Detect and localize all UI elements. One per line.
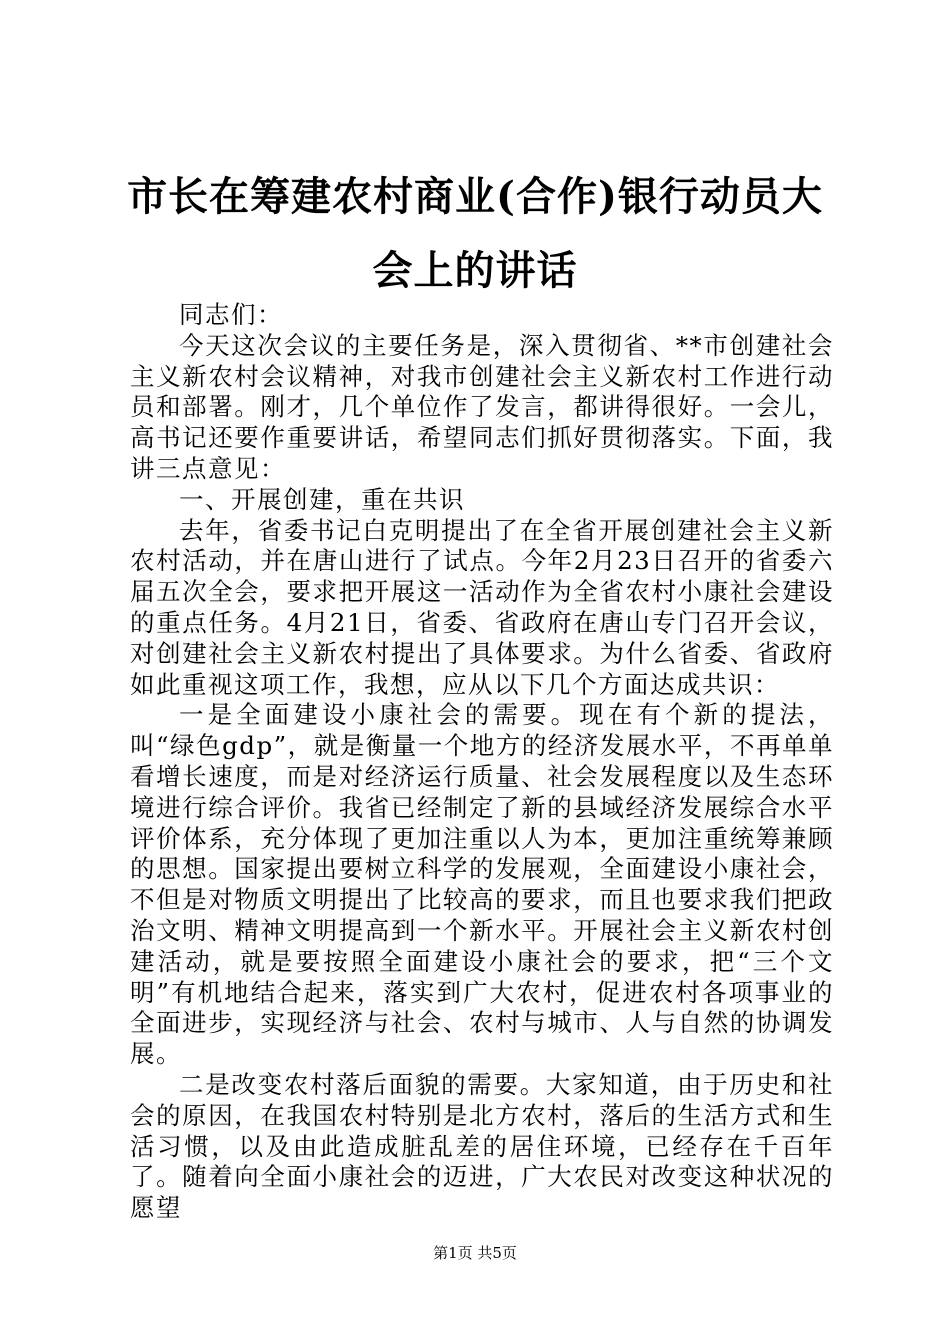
document-body (130, 300, 834, 1224)
body-paragraph: 去年，省委书记白克明提出了在全省开展创建社会主义新农村活动，并在唐山进行了试点。今年2月23日召开的省委六届五次全会，要求把开展这一活动作为全省农村小康社会建设的重点任务。4月21日，省委、省政府在唐山专门召开会议，对创建社会主义新农村提出了具体要求。为什么省委、省政府如此重视这项工作，我想，应从以下几个方面达成共识： (130, 515, 834, 699)
page-footer: 第1页 共5页 (433, 1244, 517, 1262)
body-paragraph: 一是全面建设小康社会的需要。现在有个新的提法，叫“绿色gdp”，就是衡量一个地方的经济发展水平，不再单单看增长速度，而是对经济运行质量、社会发展程度以及生态环境进行综合评价。我省已经制定了新的县域经济发展综合水平评价体系，充分体现了更加注重以人为本，更加注重统筹兼顾的思想。国家提出要树立科学的发展观，全面建设小康社会，不但是对物质文明提出了比较高的要求，而且也要求我们把政治文明、精神文明提高到一个新水平。开展社会主义新农村创建活动，就是要按照全面建设小康社会的要求，把“三个文明”有机地结合起来，落实到广大农村，促进农村各项事业的全面进步，实现经济与社会、农村与城市、人与自然的协调发展。 (130, 700, 834, 1069)
body-paragraph: 二是改变农村落后面貌的需要。大家知道，由于历史和社会的原因，在我国农村特别是北方农村，落后的生活方式和生活习惯，以及由此造成脏乱差的居住环境，已经存在千百年了。随着向全面小康社会的迈进，广大农民对改变这种状况的愿望 (130, 1069, 834, 1223)
document-title: 市长在筹建农村商业(合作)银行动员大会上的讲话 (127, 173, 823, 294)
section-heading: 一、开展创建，重在共识 (179, 484, 465, 514)
intro-paragraph: 今天这次会议的主要任务是，深入贯彻省、**市创建社会主义新农村会议精神，对我市创建社会主义新农村工作进行动员和部署。刚才，几个单位作了发言，都讲得很好。一会儿，高书记还要作重要讲话，希望同志们抓好贯彻落实。下面，我讲三点意见： (130, 330, 834, 483)
salutation-paragraph: 同志们： (179, 300, 283, 329)
